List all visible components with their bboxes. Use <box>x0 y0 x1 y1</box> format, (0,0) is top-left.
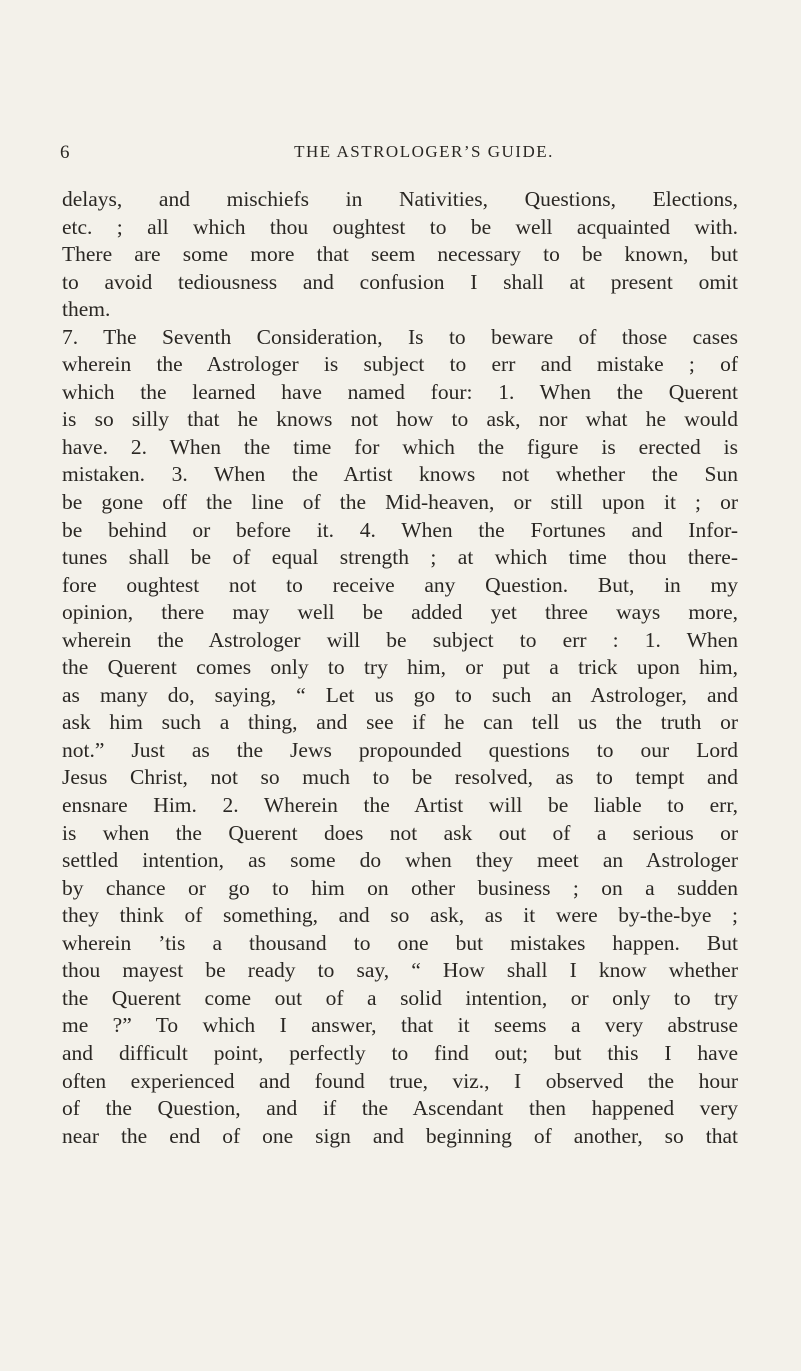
running-head <box>60 142 760 166</box>
text-line: thou mayest be ready to say, “ How shall I know whether <box>62 958 738 983</box>
text-line: ensnare Him. 2. Wherein the Artist will be liable to err, <box>62 793 738 818</box>
text-line: Jesus Christ, not so much to be resolved, as to tempt and <box>62 765 738 790</box>
text-line: have. 2. When the time for which the figure is erected is <box>62 434 738 459</box>
text-line: of the Question, and if the Ascendant then happened very <box>62 1096 738 1121</box>
text-line: by chance or go to him on other business ; on a sudden <box>62 875 738 900</box>
text-line: 7. The Seventh Consideration, Is to beware of those cases <box>62 324 738 349</box>
text-line: opinion, there may well be added yet three ways more, <box>62 600 738 625</box>
text-line: which the learned have named four: 1. When the Querent <box>62 379 738 404</box>
running-title: THE ASTROLOGER’S GUIDE. <box>294 142 554 161</box>
text-line: is when the Querent does not ask out of a serious or <box>62 820 738 845</box>
text-line: the Querent comes only to try him, or put a trick upon him, <box>62 655 738 680</box>
text-line: as many do, saying, “ Let us go to such an Astrologer, and <box>62 682 738 707</box>
text-line: to avoid tediousness and confusion I shall at present omit <box>62 269 738 294</box>
text-line: near the end of one sign and beginning of another, so that <box>62 1123 738 1148</box>
text-line: is so silly that he knows not how to ask, nor what he would <box>62 407 738 432</box>
text-line: be behind or before it. 4. When the Fortunes and Infor- <box>62 517 738 542</box>
body-text <box>62 186 738 1150</box>
text-line: delays, and mischiefs in Nativities, Questions, Elections, <box>62 187 738 211</box>
text-line: them. <box>62 297 111 322</box>
text-line: the Querent come out of a solid intention, or only to try <box>62 985 738 1010</box>
page-number: 6 <box>60 142 70 163</box>
text-line: etc. ; all which thou oughtest to be well acquainted with. <box>62 214 738 239</box>
text-line: settled intention, as some do when they meet an Astrologer <box>62 848 738 873</box>
text-line: fore oughtest not to receive any Question. But, in my <box>62 572 738 597</box>
text-line: ask him such a thing, and see if he can tell us the truth or <box>62 710 738 735</box>
text-line: be gone off the line of the Mid-heaven, or still upon it ; or <box>62 490 738 515</box>
text-line: wherein the Astrologer is subject to err and mistake ; of <box>62 352 738 377</box>
text-line: they think of something, and so ask, as it were by-the-bye ; <box>62 903 738 928</box>
text-line: wherein ’tis a thousand to one but mistakes happen. But <box>62 930 738 955</box>
text-line: mistaken. 3. When the Artist knows not whether the Sun <box>62 462 738 487</box>
text-line: tunes shall be of equal strength ; at which time thou there- <box>62 545 738 570</box>
text-line: me ?” To which I answer, that it seems a very abstruse <box>62 1013 738 1038</box>
text-line: often experienced and found true, viz., I observed the hour <box>62 1068 738 1093</box>
text-line: There are some more that seem necessary to be known, but <box>62 242 738 267</box>
text-line: wherein the Astrologer will be subject to err : 1. When <box>62 627 738 652</box>
text-line: and difficult point, perfectly to find out; but this I have <box>62 1040 738 1065</box>
text-line: not.” Just as the Jews propounded questions to our Lord <box>62 737 738 762</box>
